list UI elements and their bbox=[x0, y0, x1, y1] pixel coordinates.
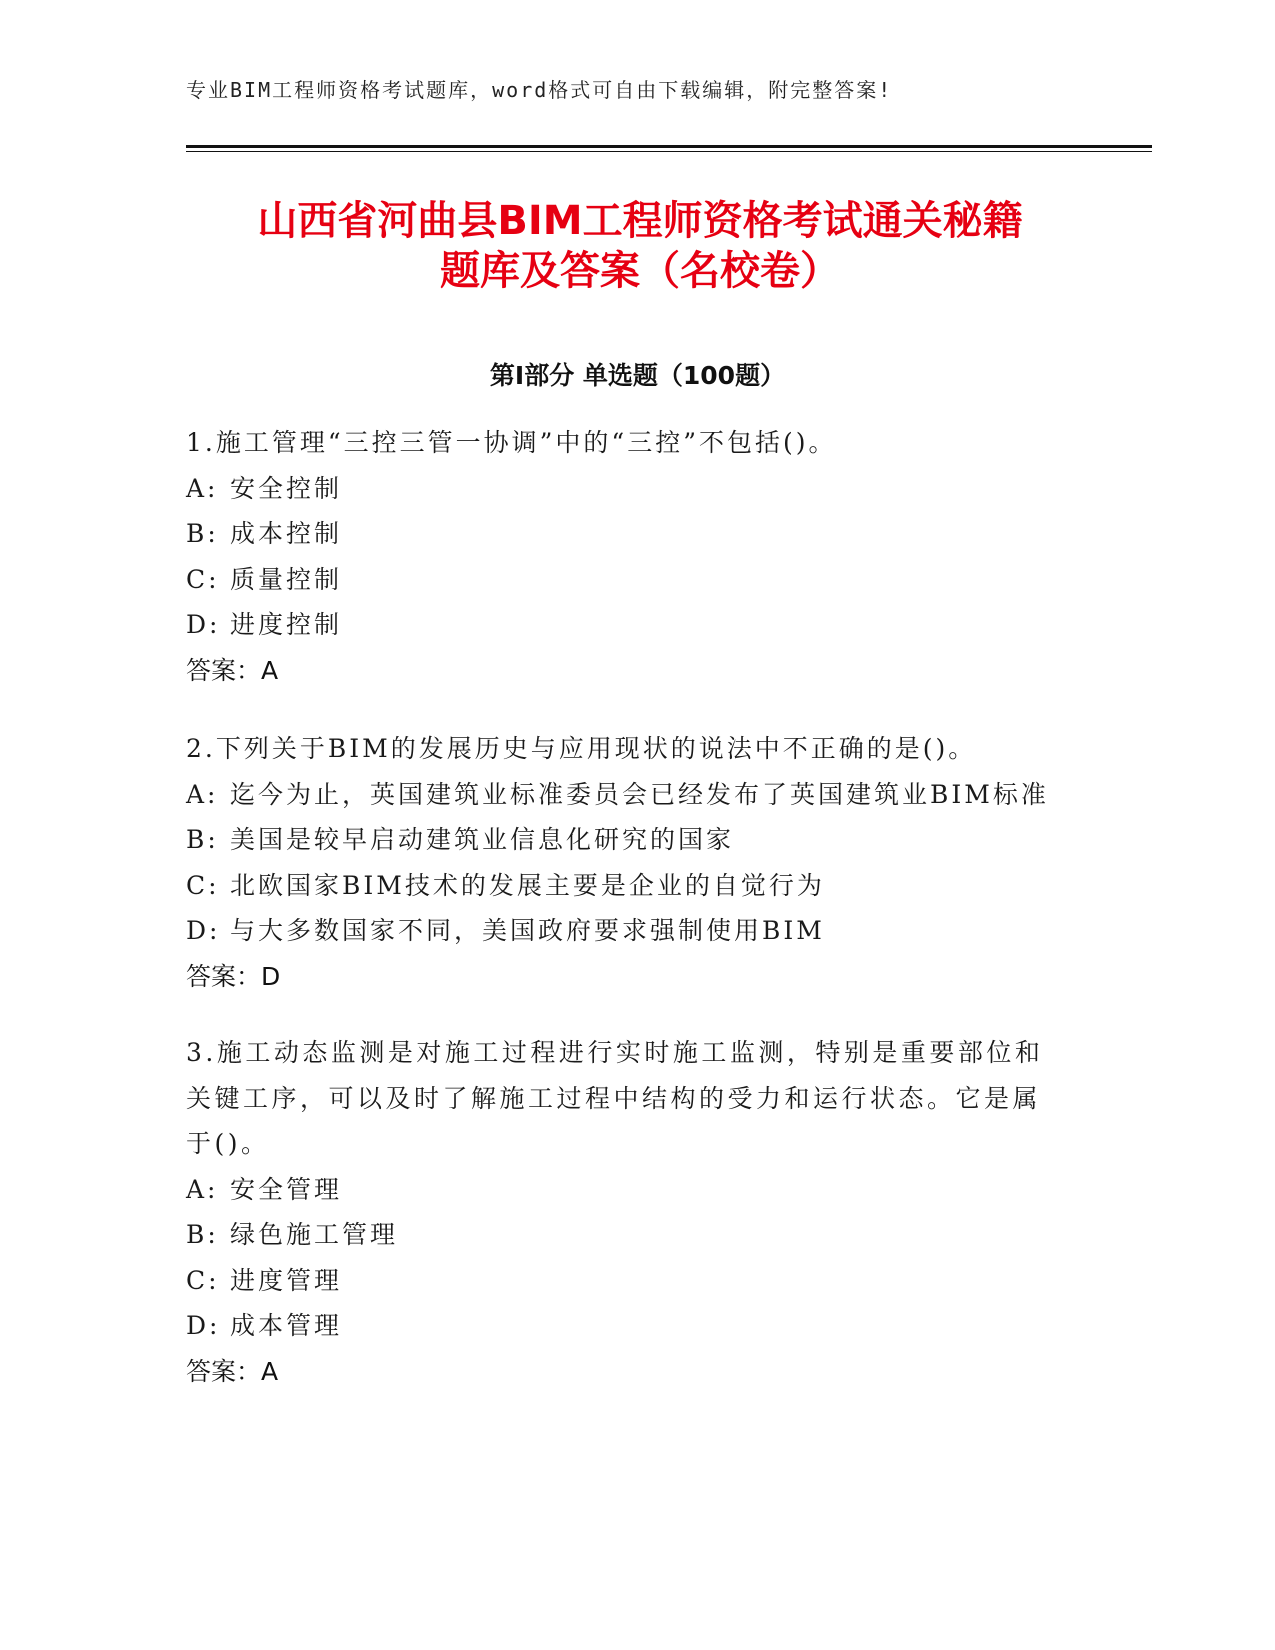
section-heading: 第I部分 单选题（100题） bbox=[489, 361, 786, 390]
option-b: B: 美国是较早启动建筑业信息化研究的国家 bbox=[186, 825, 735, 854]
document-title bbox=[140, 196, 1140, 296]
question-1 bbox=[186, 420, 1086, 693]
option-d: D: 与大多数国家不同，美国政府要求强制使用BIM bbox=[186, 916, 825, 945]
header-note: 专业BIM工程师资格考试题库，word格式可自由下载编辑，附完整答案! bbox=[186, 78, 893, 102]
answer: 答案：A bbox=[186, 1356, 279, 1386]
header-divider-thick bbox=[186, 145, 1152, 148]
question-stem: 3.施工动态监测是对施工过程进行实时施工监测，特别是重要部位和关键工序，可以及时了解施工过程中结构的受力和运行状态。它是属于()。 bbox=[186, 1038, 1044, 1158]
option-a: A: 安全管理 bbox=[186, 1174, 343, 1204]
option-a: A: 安全控制 bbox=[186, 473, 343, 503]
option-b: B: 成本控制 bbox=[186, 519, 343, 548]
option-d: D: 进度控制 bbox=[186, 610, 343, 639]
option-b: B: 绿色施工管理 bbox=[186, 1220, 399, 1249]
option-c: C: 北欧国家BIM技术的发展主要是企业的自觉行为 bbox=[186, 870, 825, 900]
question-stem: 2.下列关于BIM的发展历史与应用现状的说法中不正确的是()。 bbox=[186, 734, 977, 763]
question-2 bbox=[186, 726, 1086, 999]
answer: 答案：A bbox=[186, 655, 279, 685]
option-c: C: 质量控制 bbox=[186, 564, 343, 594]
question-3 bbox=[186, 1030, 1086, 1394]
header-divider-thin bbox=[186, 151, 1152, 152]
option-c: C: 进度管理 bbox=[186, 1265, 343, 1295]
document-title-line2: 题库及答案（名校卷） bbox=[440, 248, 840, 294]
option-a: A: 迄今为止，英国建筑业标准委员会已经发布了英国建筑业BIM标准 bbox=[186, 779, 1049, 809]
answer: 答案：D bbox=[186, 961, 281, 991]
option-d: D: 成本管理 bbox=[186, 1311, 343, 1340]
question-stem: 1.施工管理“三控三管一协调”中的“三控”不包括()。 bbox=[186, 428, 837, 457]
document-title-line1: 山西省河曲县BIM工程师资格考试通关秘籍 bbox=[257, 198, 1023, 244]
